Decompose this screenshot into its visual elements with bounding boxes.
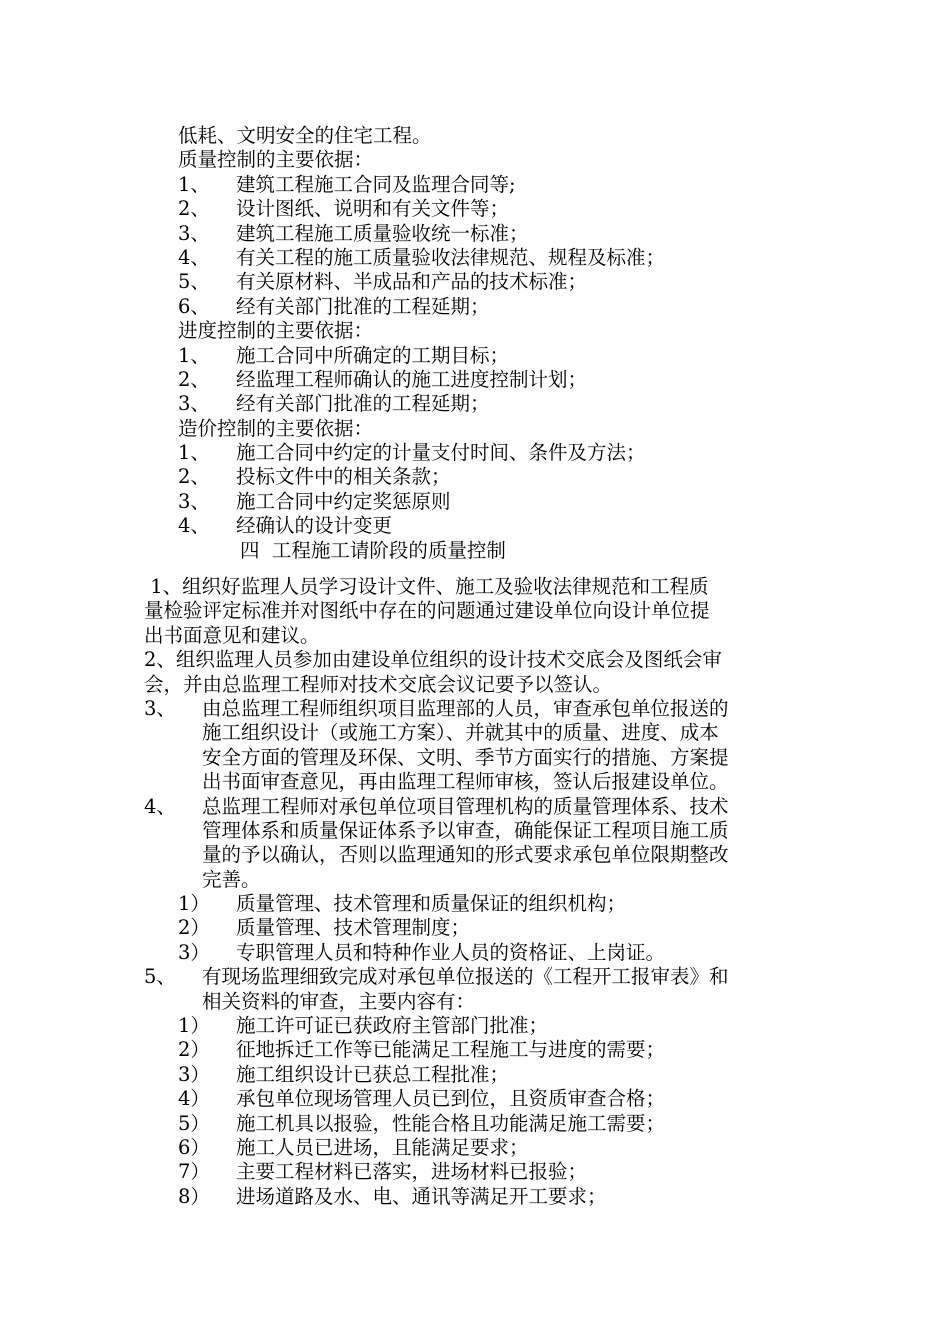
sub-item: 1） 质量管理、技术管理和质量保证的组织机构； <box>178 892 627 916</box>
item4-line: 4、 总监理工程师对承包单位项目管理机构的质量管理体系、技术 <box>144 794 729 818</box>
item3-line: 安全方面的管理及环保、文明、季节方面实行的措施、方案提 <box>202 745 729 769</box>
para2-line: 会，并由总监理工程师对技术交底会议记要予以签认。 <box>144 672 613 696</box>
section-heading-cost: 造价控制的主要依据： <box>178 416 374 440</box>
list-item: 5、 有关原材料、半成品和产品的技术标准； <box>178 270 588 294</box>
sub-item: 3） 施工组织设计已获总工程批准； <box>178 1062 510 1086</box>
item5-number: 5、 <box>144 965 176 989</box>
para1-line: 量检验评定标准并对图纸中存在的问题通过建设单位向设计单位提 <box>144 599 710 623</box>
sub-item: 3） 专职管理人员和特种作业人员的资格证、上岗证。 <box>178 940 666 964</box>
list-item: 3、 施工合同中约定奖惩原则 <box>178 489 451 513</box>
section-heading-quality: 质量控制的主要依据： <box>178 148 374 172</box>
sub-item: 6） 施工人员已进场，且能满足要求； <box>178 1135 529 1159</box>
sub-item: 1） 施工许可证已获政府主管部门批准； <box>178 1014 549 1038</box>
intro-text: 低耗、文明安全的住宅工程。 <box>178 124 432 147</box>
list-item: 1、 施工合同中所确定的工期目标； <box>178 343 510 367</box>
item4-line: 量的予以确认，否则以监理通知的形式要求承包单位限期整改 <box>202 843 729 867</box>
list-item: 2、 设计图纸、说明和有关文件等； <box>178 197 510 221</box>
item3-line: 3、 由总监理工程师组织项目监理部的人员，审查承包单位报送的 <box>144 696 729 720</box>
item3-line: 出书面审查意见，再由监理工程师审核，签认后报建设单位。 <box>202 770 729 794</box>
list-item: 2、 经监理工程师确认的施工进度控制计划； <box>178 367 588 391</box>
main-body-block <box>0 575 950 1209</box>
list-item: 6、 经有关部门批准的工程延期； <box>178 294 490 318</box>
para2-line: 2、组织监理人员参加由建设单位组织的设计技术交底会及图纸会审 <box>144 648 722 672</box>
list-item: 4、 经确认的设计变更 <box>178 514 393 538</box>
chapter-title: 四 工程施工请阶段的质量控制 <box>240 538 506 562</box>
list-item: 3、 经有关部门批准的工程延期； <box>178 392 490 416</box>
intro-line <box>0 124 950 148</box>
sub-item: 2） 质量管理、技术管理制度； <box>178 916 471 940</box>
list-item: 1、 施工合同中约定的计量支付时间、条件及方法； <box>178 441 646 465</box>
item5-line: 相关资料的审查，主要内容有： <box>202 989 476 1013</box>
item5-line: 5、 有现场监理细致完成对承包单位报送的《工程开工报审表》和 <box>144 965 729 989</box>
sub-item: 2） 征地拆迁工作等已能满足工程施工与进度的需要； <box>178 1038 666 1062</box>
item3-number: 3、 <box>144 696 176 720</box>
list-item: 4、 有关工程的施工质量验收法律规范、规程及标准； <box>178 245 666 269</box>
control-basis-block <box>0 124 950 563</box>
item4-line: 完善。 <box>202 867 261 891</box>
section-heading-schedule: 进度控制的主要依据： <box>178 319 374 343</box>
sub-item: 8） 进场道路及水、电、通讯等满足开工要求； <box>178 1184 607 1208</box>
list-item: 3、 建筑工程施工质量验收统一标准； <box>178 221 529 245</box>
item3-line: 施工组织设计（或施工方案）、并就其中的质量、进度、成本 <box>202 721 719 745</box>
item4-number: 4、 <box>144 794 176 818</box>
item4-line: 管理体系和质量保证体系予以审查，确能保证工程项目施工质 <box>202 818 729 842</box>
list-item: 1、 建筑工程施工合同及监理合同等; <box>178 172 516 196</box>
sub-item: 5） 施工机具以报验，性能合格且功能满足施工需要； <box>178 1111 666 1135</box>
para1-line: 1、组织好监理人员学习设计文件、施工及验收法律规范和工程质 <box>144 575 709 598</box>
para1-line: 出书面意见和建议。 <box>144 623 320 647</box>
sub-item: 4） 承包单位现场管理人员已到位，且资质审查合格； <box>178 1087 666 1111</box>
sub-item: 7） 主要工程材料已落实，进场材料已报验； <box>178 1160 588 1184</box>
list-item: 2、 投标文件中的相关条款； <box>178 465 451 489</box>
